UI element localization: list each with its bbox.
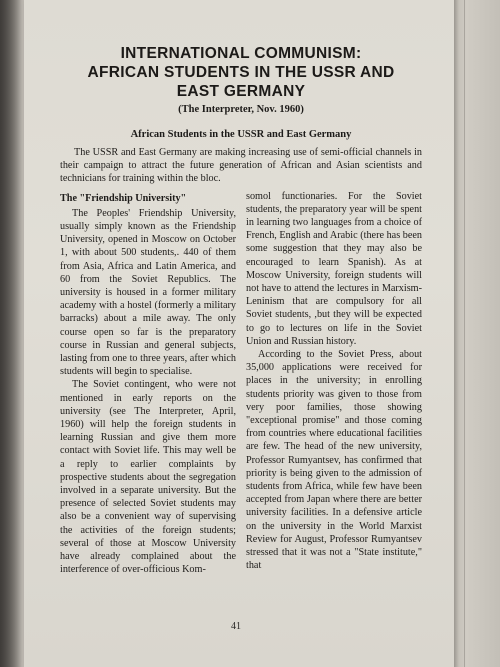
article [60, 44, 422, 577]
title-line-1: INTERNATIONAL COMMUNISM: [120, 45, 362, 62]
title-line-3: EAST GERMANY [176, 83, 306, 100]
page-number: 41 [231, 621, 241, 632]
page-stack-edge [454, 0, 500, 667]
article-title [60, 44, 422, 101]
section-heading: African Students in the USSR and East Germany [130, 129, 352, 140]
two-column-body [60, 190, 422, 577]
title-line-2: AFRICAN STUDENTS IN THE USSR AND [87, 64, 395, 81]
book-spine-shadow [0, 0, 22, 667]
left-paragraph-2: The Soviet contingent, who were not mentioned in early reports on the university (see The Interpreter, April, 1960) will help the foreign students in learning Russian and give them more contact with Soviet life. This may well be a reply to earlier complaints by prospective students about the segregation involved in a separate university. But the presence of selected Soviet students may also be a convenient way of supervising the activities of the foreign students; several of those at Moscow University have already complained about the interference of over-officious Kom- [60, 379, 236, 576]
intro-paragraph: The USSR and East Germany are making increasing use of semi-official channels in their campaign to attract the future generation of African and Asian scientists and technicians for training within the bloc. [60, 147, 422, 185]
subheading: The "Friendship University" [60, 192, 187, 204]
article-source: (The Interpreter, Nov. 1960) [178, 104, 304, 115]
left-column [60, 190, 236, 577]
right-paragraph-1: somol functionaries. For the Soviet students, the preparatory year will be spent in learning two languages from a choice of French, English and Arabic (there has been some suggestion that they may also be encouraged to learn Spanish). As at Moscow University, foreign students will not have to attend the lectures in Marxism-Leninism that are compulsory for all Soviet students, ,but they will be expected to go to lectures on life in the Soviet Union and Russian history. [246, 190, 422, 347]
right-column [246, 190, 422, 577]
right-paragraph-2: According to the Soviet Press, about 35,000 applications were received for places in the university; in enrolling students priority was given to those from very poor families, those showing "exceptional promise" and those coming from countries where educational facilities are few. The head of the new university, Professor Rumyantsev, has confirmed that priority is being given to the admission of students from Africa, while few have been accepted from Japan where there are better university facilities. In a defensive article on the university in the World Marxist Review for August, Professor Rumyantsev stressed that it was not a "State institute," that [246, 349, 422, 572]
left-paragraph-1: The Peoples' Friendship University, usually simply known as the Friendship University, opened in Moscow on October 1, with about 500 students,. 440 of them from Asia, Africa and Latin America, and 60 from the Soviet Republics. The university is housed in a former military academy with a hostel (formerly a military barracks) about a mile away. The only course open so far is the preparatory course in Russian and general subjects, lasting from one to three years, after which students will begin to specialise. [60, 207, 236, 378]
